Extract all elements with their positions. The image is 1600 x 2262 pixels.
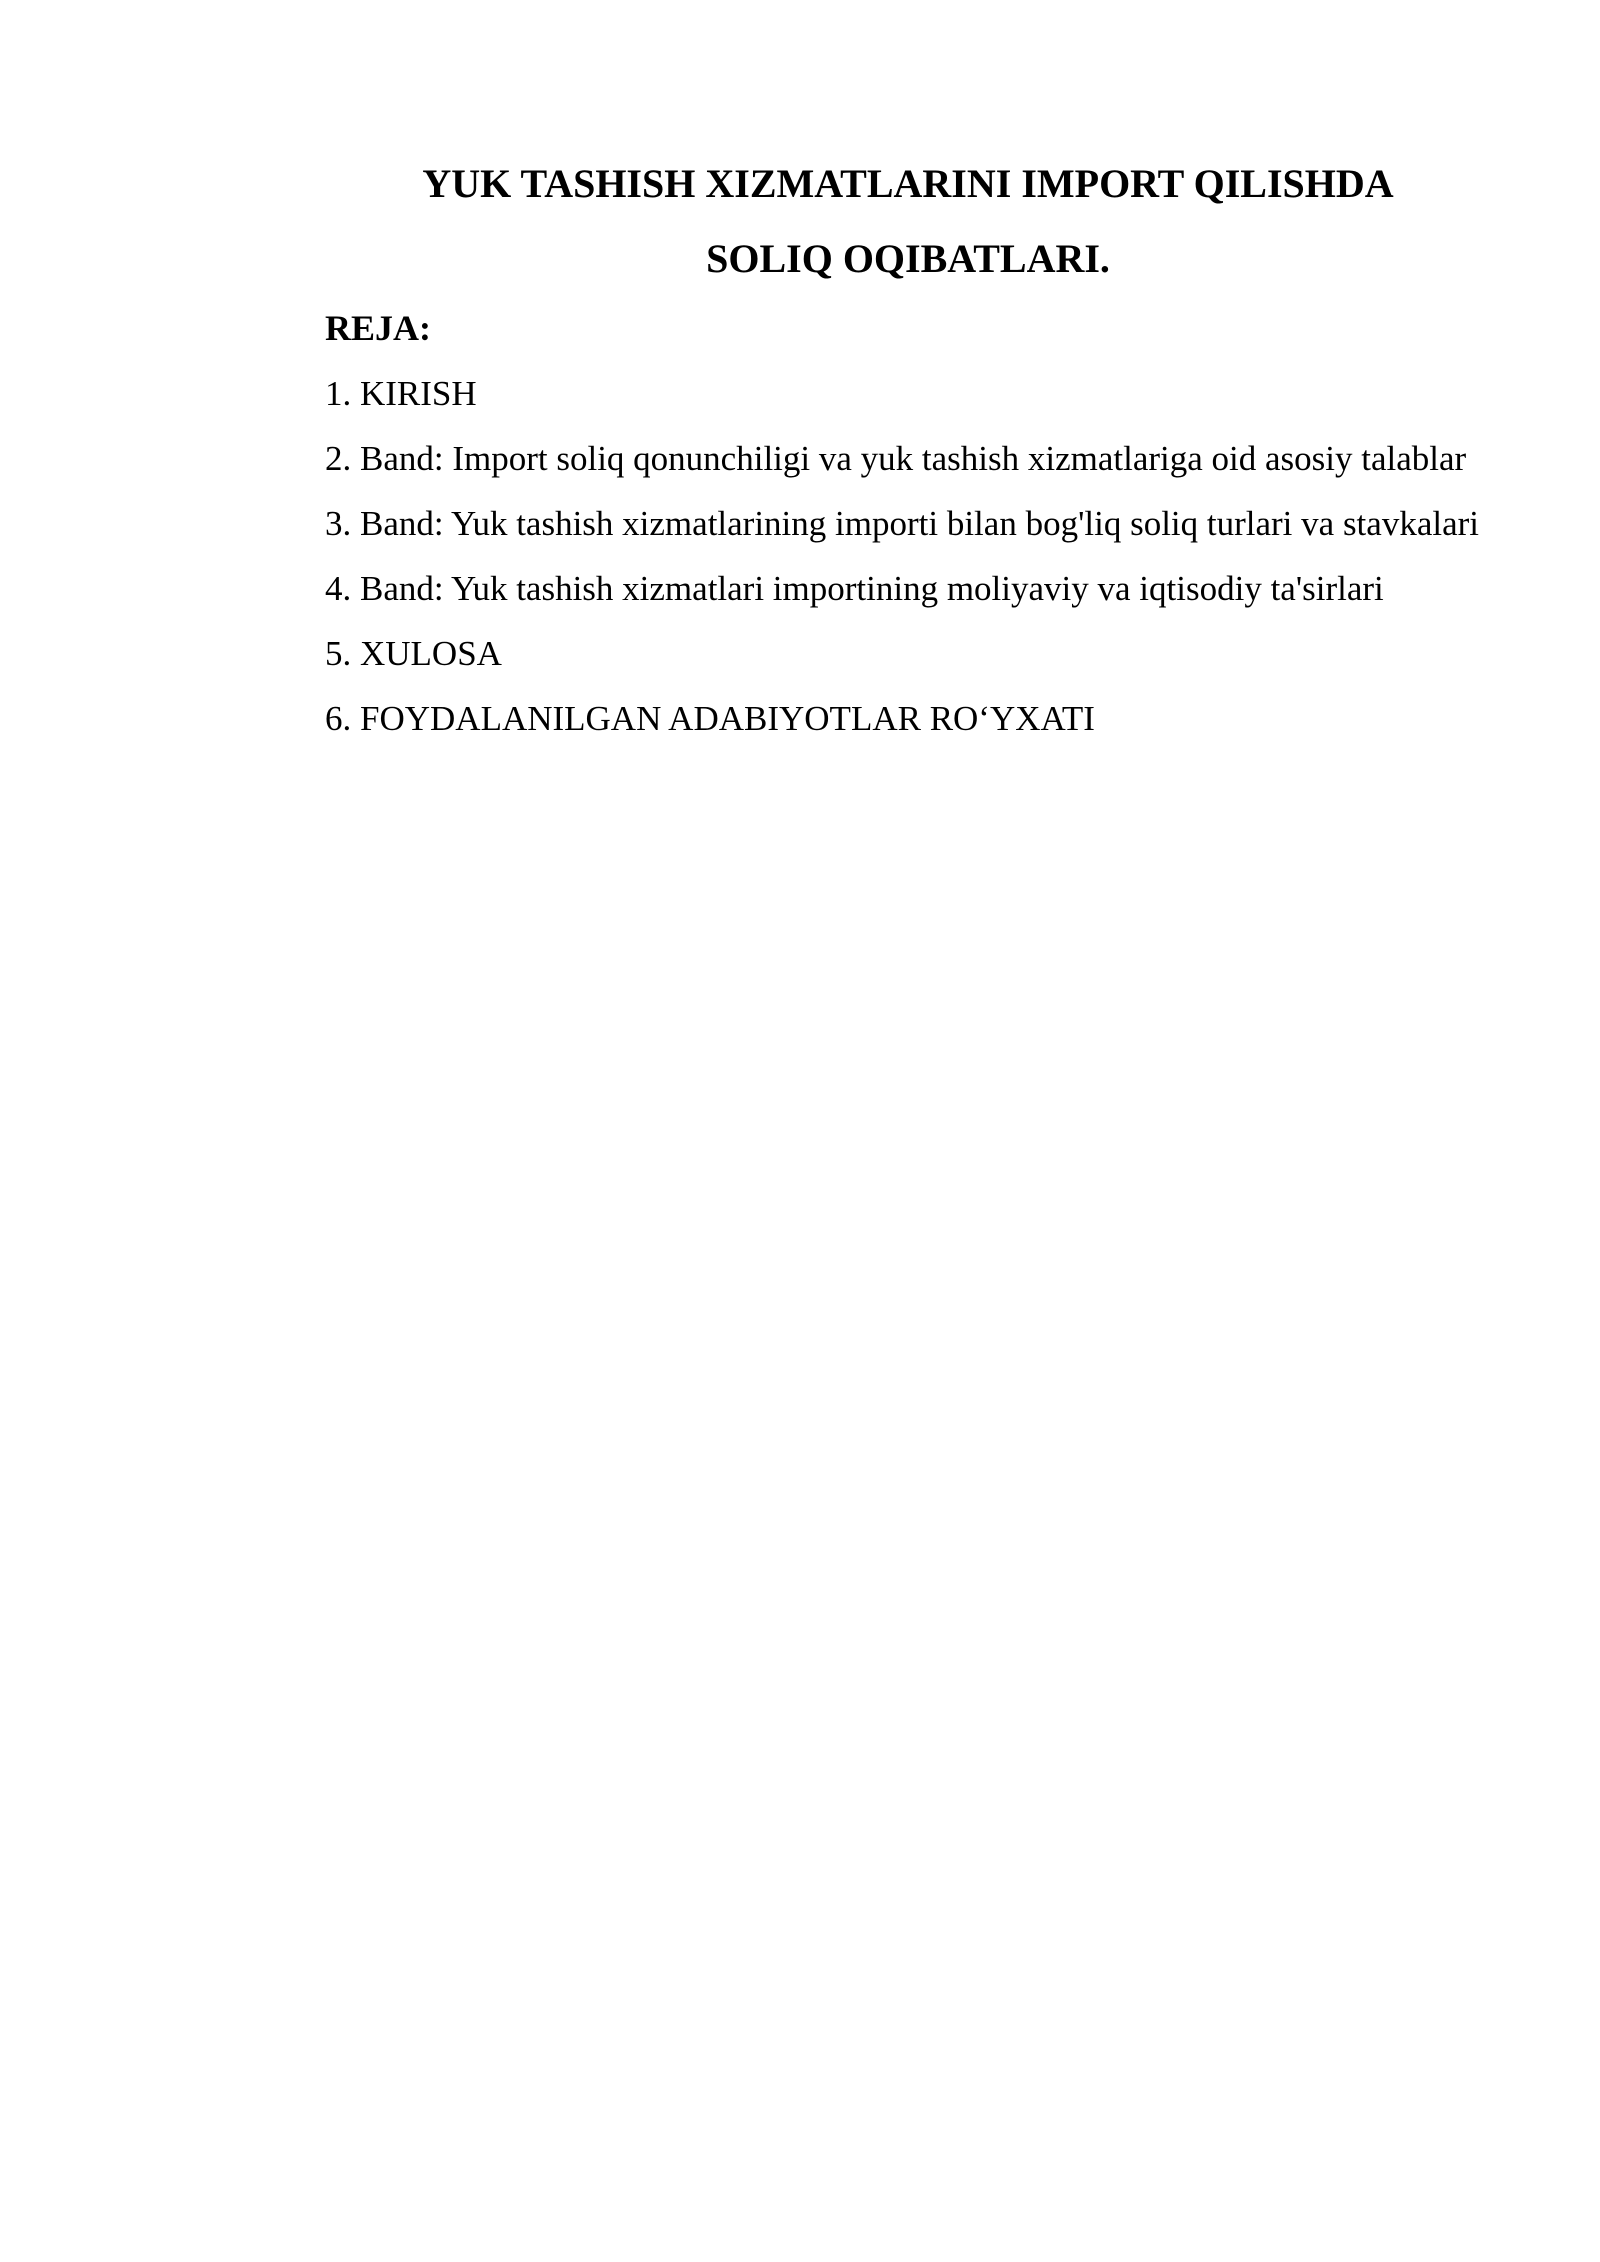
plan-item-section-3: 4. Band: Yuk tashish xizmatlari importining moliyaviy va iqtisodiy ta'sirlari [325, 569, 1384, 608]
document-title-line-1: YUK TASHISH XIZMATLARINI IMPORT QILISHDA [422, 161, 1394, 206]
document-title [230, 146, 1491, 296]
plan-item-introduction: 1. KIRISH [325, 374, 477, 413]
plan-item-section-2: 3. Band: Yuk tashish xizmatlarining importi bilan bog'liq soliq turlari va stavkalari [325, 504, 1479, 543]
plan-item-conclusion: 5. XULOSA [325, 634, 502, 673]
plan-list [230, 361, 1491, 751]
plan-item-section-1: 2. Band: Import soliq qonunchiligi va yuk tashish xizmatlariga oid asosiy talablar [325, 439, 1467, 478]
plan-heading: REJA: [325, 308, 431, 348]
document-body [230, 146, 1491, 751]
plan-item-references: 6. FOYDALANILGAN ADABIYOTLAR RO‘YXATI [325, 699, 1095, 738]
document-title-line-2: SOLIQ OQIBATLARI. [706, 236, 1110, 281]
